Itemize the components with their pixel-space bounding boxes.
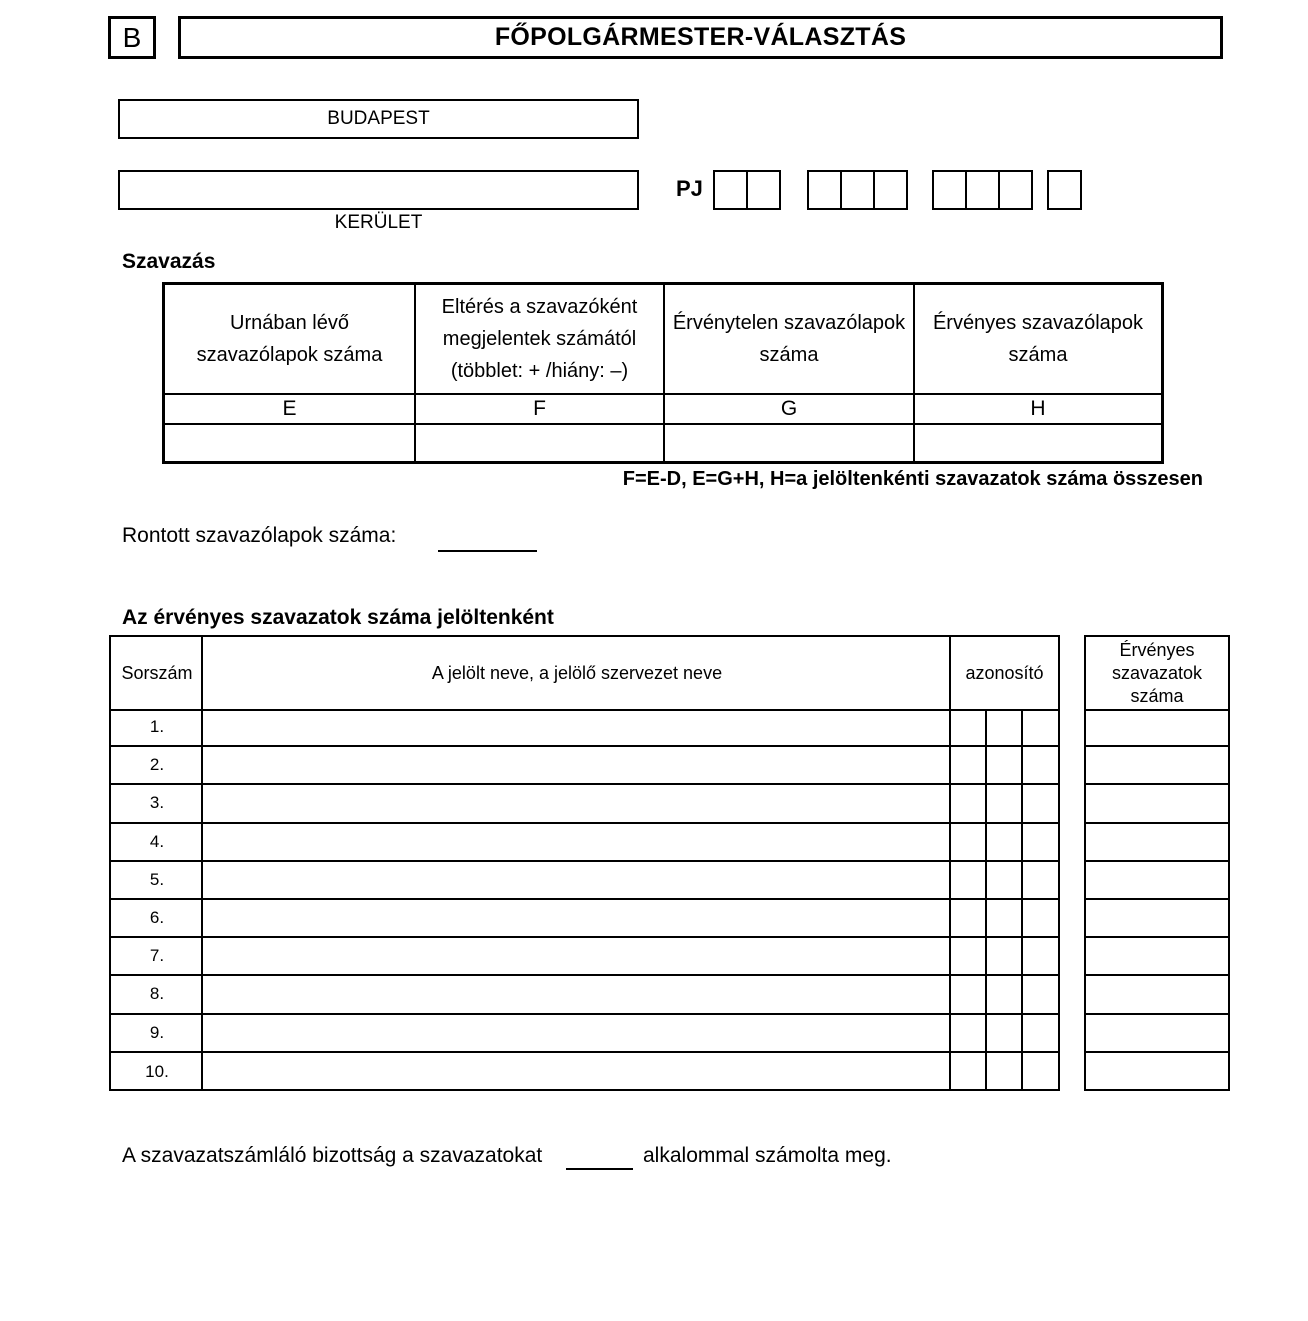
candidate-table-header xyxy=(111,637,1058,711)
valid-votes-cell[interactable] xyxy=(1086,900,1228,938)
voting-value-cell[interactable] xyxy=(915,423,1161,461)
table-row xyxy=(111,1015,1058,1053)
valid-votes-cell[interactable] xyxy=(1086,1015,1228,1053)
valid-votes-cell[interactable] xyxy=(1086,747,1228,785)
candidate-name-cell[interactable] xyxy=(203,785,949,821)
city-field: BUDAPEST xyxy=(118,99,639,139)
count-times-field[interactable] xyxy=(566,1168,633,1170)
table-row xyxy=(111,1053,1058,1091)
table-row xyxy=(111,824,1058,862)
spoiled-ballots-label: Rontott szavazólapok száma: xyxy=(122,524,397,547)
district-label: KERÜLET xyxy=(334,212,423,233)
row-number: 4. xyxy=(149,831,165,851)
row-number: 7. xyxy=(149,946,165,966)
candidate-rows xyxy=(111,709,1058,1089)
id-digit-cell[interactable] xyxy=(951,709,985,745)
col-header-number: Sorszám xyxy=(121,662,193,683)
candidate-name-cell[interactable] xyxy=(203,1015,949,1051)
valid-votes-header xyxy=(1086,637,1228,711)
id-digit-cell[interactable] xyxy=(951,862,985,898)
count-sentence-start: A szavazatszámláló bizottság a szavazatokat xyxy=(122,1144,543,1167)
candidate-name-cell[interactable] xyxy=(203,747,949,783)
formula-note: F=E-D, E=G+H, H=a jelöltenkénti szavazatok száma összesen xyxy=(622,468,1203,490)
valid-votes-cell[interactable] xyxy=(1086,862,1228,900)
id-digit-cell[interactable] xyxy=(951,1053,985,1091)
id-digit-cell[interactable] xyxy=(987,938,1021,974)
candidate-name-cell[interactable] xyxy=(203,976,949,1012)
row-number: 8. xyxy=(149,984,165,1004)
id-digit-cell[interactable] xyxy=(951,938,985,974)
row-number: 6. xyxy=(149,908,165,928)
pj-digit-box[interactable] xyxy=(965,170,1000,210)
voting-column-f xyxy=(416,285,665,461)
candidate-table xyxy=(109,635,1060,1091)
table-row xyxy=(111,709,1058,747)
id-digit-cell[interactable] xyxy=(987,709,1021,745)
valid-votes-cell[interactable] xyxy=(1086,976,1228,1014)
voting-value-cell[interactable] xyxy=(416,423,663,461)
section-letter-box: B xyxy=(108,16,156,59)
candidate-name-cell[interactable] xyxy=(203,900,949,936)
valid-votes-cell[interactable] xyxy=(1086,938,1228,976)
valid-votes-rows xyxy=(1086,709,1228,1089)
id-digit-cell[interactable] xyxy=(951,785,985,821)
id-digit-cell[interactable] xyxy=(1023,747,1057,783)
id-digit-cell[interactable] xyxy=(951,900,985,936)
id-digit-cell[interactable] xyxy=(1023,976,1057,1012)
row-number: 3. xyxy=(149,793,165,813)
col-header-valid: Érvényes szavazatok száma xyxy=(1111,639,1203,706)
valid-votes-cell[interactable] xyxy=(1086,824,1228,862)
candidate-name-cell[interactable] xyxy=(203,862,949,898)
id-digit-cell[interactable] xyxy=(951,976,985,1012)
id-digit-cell[interactable] xyxy=(1023,900,1057,936)
voting-summary-table xyxy=(162,282,1164,464)
table-row xyxy=(111,900,1058,938)
voting-column-header: Érvénytelen szavazólapok száma xyxy=(672,312,906,366)
count-sentence-end: alkalommal számolta meg. xyxy=(643,1144,892,1167)
voting-column-g xyxy=(665,285,915,461)
voting-column-letter: F xyxy=(416,393,663,425)
form-title: FŐPOLGÁRMESTER-VÁLASZTÁS xyxy=(178,16,1223,59)
valid-votes-cell[interactable] xyxy=(1086,785,1228,823)
spoiled-ballots-field[interactable] xyxy=(438,550,537,552)
id-digit-cell[interactable] xyxy=(1023,862,1057,898)
id-digit-cell[interactable] xyxy=(1023,785,1057,821)
valid-votes-table xyxy=(1084,635,1230,1091)
id-digit-cell[interactable] xyxy=(951,1015,985,1051)
id-digit-cell[interactable] xyxy=(987,1015,1021,1051)
id-digit-cell[interactable] xyxy=(1023,1015,1057,1051)
voting-column-header: Eltérés a szavazóként megjelentek számától (többlet: + /hiány: –) xyxy=(441,296,638,382)
valid-votes-cell[interactable] xyxy=(1086,709,1228,747)
voting-value-cell[interactable] xyxy=(665,423,913,461)
pj-digit-box[interactable] xyxy=(840,170,875,210)
voting-column-h xyxy=(915,285,1161,461)
id-digit-cell[interactable] xyxy=(951,824,985,860)
table-row xyxy=(111,785,1058,823)
id-digit-cell[interactable] xyxy=(987,976,1021,1012)
id-digit-cell[interactable] xyxy=(987,747,1021,783)
voting-column-letter: H xyxy=(915,393,1161,425)
candidate-name-cell[interactable] xyxy=(203,709,949,745)
valid-votes-cell[interactable] xyxy=(1086,1053,1228,1091)
candidate-name-cell[interactable] xyxy=(203,824,949,860)
table-row xyxy=(111,938,1058,976)
table-row xyxy=(111,862,1058,900)
id-digit-cell[interactable] xyxy=(1023,824,1057,860)
id-digit-cell[interactable] xyxy=(987,785,1021,821)
table-row xyxy=(111,976,1058,1014)
candidate-name-cell[interactable] xyxy=(203,1053,949,1091)
voting-column-header: Urnában lévő szavazólapok száma xyxy=(196,312,383,366)
row-number: 10. xyxy=(145,1061,169,1081)
voting-value-cell[interactable] xyxy=(165,423,414,461)
id-digit-cell[interactable] xyxy=(951,747,985,783)
pj-label: PJ xyxy=(676,176,703,201)
pj-digit-box[interactable] xyxy=(873,170,908,210)
pj-digit-box[interactable] xyxy=(807,170,842,210)
voting-column-letter: E xyxy=(165,393,414,425)
district-field[interactable] xyxy=(118,170,639,210)
id-digit-cell[interactable] xyxy=(1023,1053,1057,1091)
voting-column-e xyxy=(165,285,416,461)
row-number: 5. xyxy=(149,869,165,889)
id-digit-cell[interactable] xyxy=(1023,709,1057,745)
pj-digit-box[interactable] xyxy=(746,170,781,210)
pj-digit-box[interactable] xyxy=(932,170,967,210)
pj-digit-box[interactable] xyxy=(998,170,1033,210)
candidate-name-cell[interactable] xyxy=(203,938,949,974)
id-digit-cell[interactable] xyxy=(987,900,1021,936)
col-header-name: A jelölt neve, a jelölő szervezet neve xyxy=(431,662,723,683)
pj-digit-box[interactable] xyxy=(1047,170,1082,210)
table-row xyxy=(111,747,1058,785)
pj-digit-box[interactable] xyxy=(713,170,748,210)
voting-heading: Szavazás xyxy=(122,250,216,273)
id-digit-cell[interactable] xyxy=(987,824,1021,860)
id-digit-cell[interactable] xyxy=(987,1053,1021,1091)
id-digit-cell[interactable] xyxy=(1023,938,1057,974)
voting-column-header: Érvényes szavazólapok száma xyxy=(932,312,1144,366)
col-header-id: azonosító xyxy=(965,662,1044,683)
row-number: 9. xyxy=(149,1022,165,1042)
voting-column-letter: G xyxy=(665,393,913,425)
results-heading: Az érvényes szavazatok száma jelöltenként xyxy=(122,606,554,629)
row-number: 1. xyxy=(149,717,165,737)
row-number: 2. xyxy=(149,755,165,775)
id-digit-cell[interactable] xyxy=(987,862,1021,898)
